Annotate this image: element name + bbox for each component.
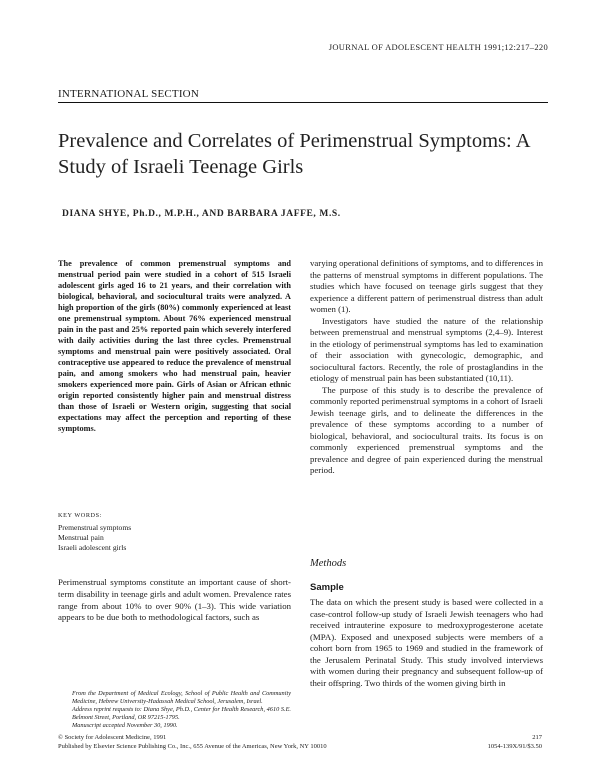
keyword-item: Israeli adolescent girls <box>58 543 127 552</box>
footnote-affiliation: From the Department of Medical Ecology, School of Public Health and Community Medicine, Hebrew University-Hadassah Medical School, Jerusalem, Israel. <box>72 690 291 705</box>
paragraph: Investigators have studied the nature of the relationship between premenstrual and menstrual symptoms (2,4–9). Interest in the etiology of perimenstrual symptoms has led to examination of their association with gynecologic, demographic, and sociocultural factors. Recently, the role of prostaglandins in the etiology of menstrual pain has been substantiated (10,11). <box>310 315 543 383</box>
footer-right <box>488 733 542 751</box>
footnote-reprints: Address reprint requests to: Diana Shye, Ph.D., Center for Health Research, 4610 S.E. Belmont Street, Portland, OR 97215-1795. <box>72 706 291 721</box>
keyword-item: Premenstrual symptoms <box>58 523 132 532</box>
sample-text: The data on which the present study is based were collected in a case-control follow-up study of Israeli Jewish teenagers who had received intrauterine exposure to medroxyprogesterone acetate (MPA). Exposed and unexposed subjects were members of a cohort born from 1965 to 1969 and studied in the framework of the Jerusalem Perinatal Study. This study involved interviews with women during their pregnancy and subsequent follow-up of their offspring. Two thirds of the women giving birth in <box>310 597 543 688</box>
sample-heading: Sample <box>310 582 344 593</box>
publisher-line: Published by Elsevier Science Publishing Co., Inc., 655 Avenue of the Americas, New York, NY 10010 <box>58 743 327 750</box>
page-number: 217 <box>532 734 542 741</box>
author-line: DIANA SHYE, Ph.D., M.P.H., AND BARBARA JAFFE, M.S. <box>62 209 341 219</box>
methods-heading: Methods <box>310 558 347 569</box>
running-head: JOURNAL OF ADOLESCENT HEALTH 1991;12:217–220 <box>328 42 548 52</box>
article-title: Prevalence and Correlates of Perimenstrual Symptoms: A Study of Israeli Teenage Girls <box>58 130 530 178</box>
footnote-accepted: Manuscript accepted November 30, 1990. <box>72 722 178 729</box>
introduction-text-left: Perimenstrual symptoms constitute an important cause of short-term disability in teenage girls and adult women. Prevalence rates range from about 10% to over 90% (1–3). This wide variation appears to be due both to methodological factors, such as <box>58 577 291 623</box>
abstract: The prevalence of common premenstrual symptoms and menstrual period pain were studied in a cohort of 515 Israeli adolescent girls aged 16 to 21 years, and their correlation with biological, behavioral, and sociocultural traits were analyzed. A high proportion of the girls (80%) commonly experienced at least one premenstrual symptom. About 76% experienced menstrual pain in the past and 25% reported pain which severely interfered with daily activities during the last three cycles. Premenstrual symptoms and menstrual pain were positively associated. Oral contraceptive use appeared to reduce the prevalence of menstrual pain, and among smokers who had menstrual pain, heavier smokers experienced more pain. Girls of Asian or African ethnic origin reported consistently higher pain and menstrual distress than those of Israeli or Western origin, suggesting that social expectations may affect the perception and reporting of these symptoms. <box>58 259 291 433</box>
paragraph: varying operational definitions of symptoms, and to differences in the patterns of menstrual symptoms in different populations. The studies which have focused on teenage girls suggest that they experience a different pattern of perimenstrual distress than adult women (1). <box>310 258 543 314</box>
keywords-block <box>58 511 291 553</box>
paragraph: The purpose of this study is to describe the prevalence of commonly reported perimenstrual symptoms in a cohort of Israeli Jewish teenage girls, and to delineate the differences in the prevalence of these symptoms according to a number of biological, behavioral, and sociocultural traits. Its focus is on commonly experienced premenstrual symptoms and the prevalence and degree of pain experienced during the menstrual period. <box>310 384 543 475</box>
footnote <box>72 690 291 730</box>
right-column <box>310 258 543 477</box>
section-heading: INTERNATIONAL SECTION <box>58 88 548 103</box>
issn: 1054-139X/91/$3.50 <box>487 743 542 750</box>
footer-left <box>58 733 327 751</box>
copyright: © Society for Adolescent Medicine, 1991 <box>58 734 167 741</box>
keywords-label: KEY WORDS: <box>58 512 102 519</box>
keyword-item: Menstrual pain <box>58 533 104 542</box>
